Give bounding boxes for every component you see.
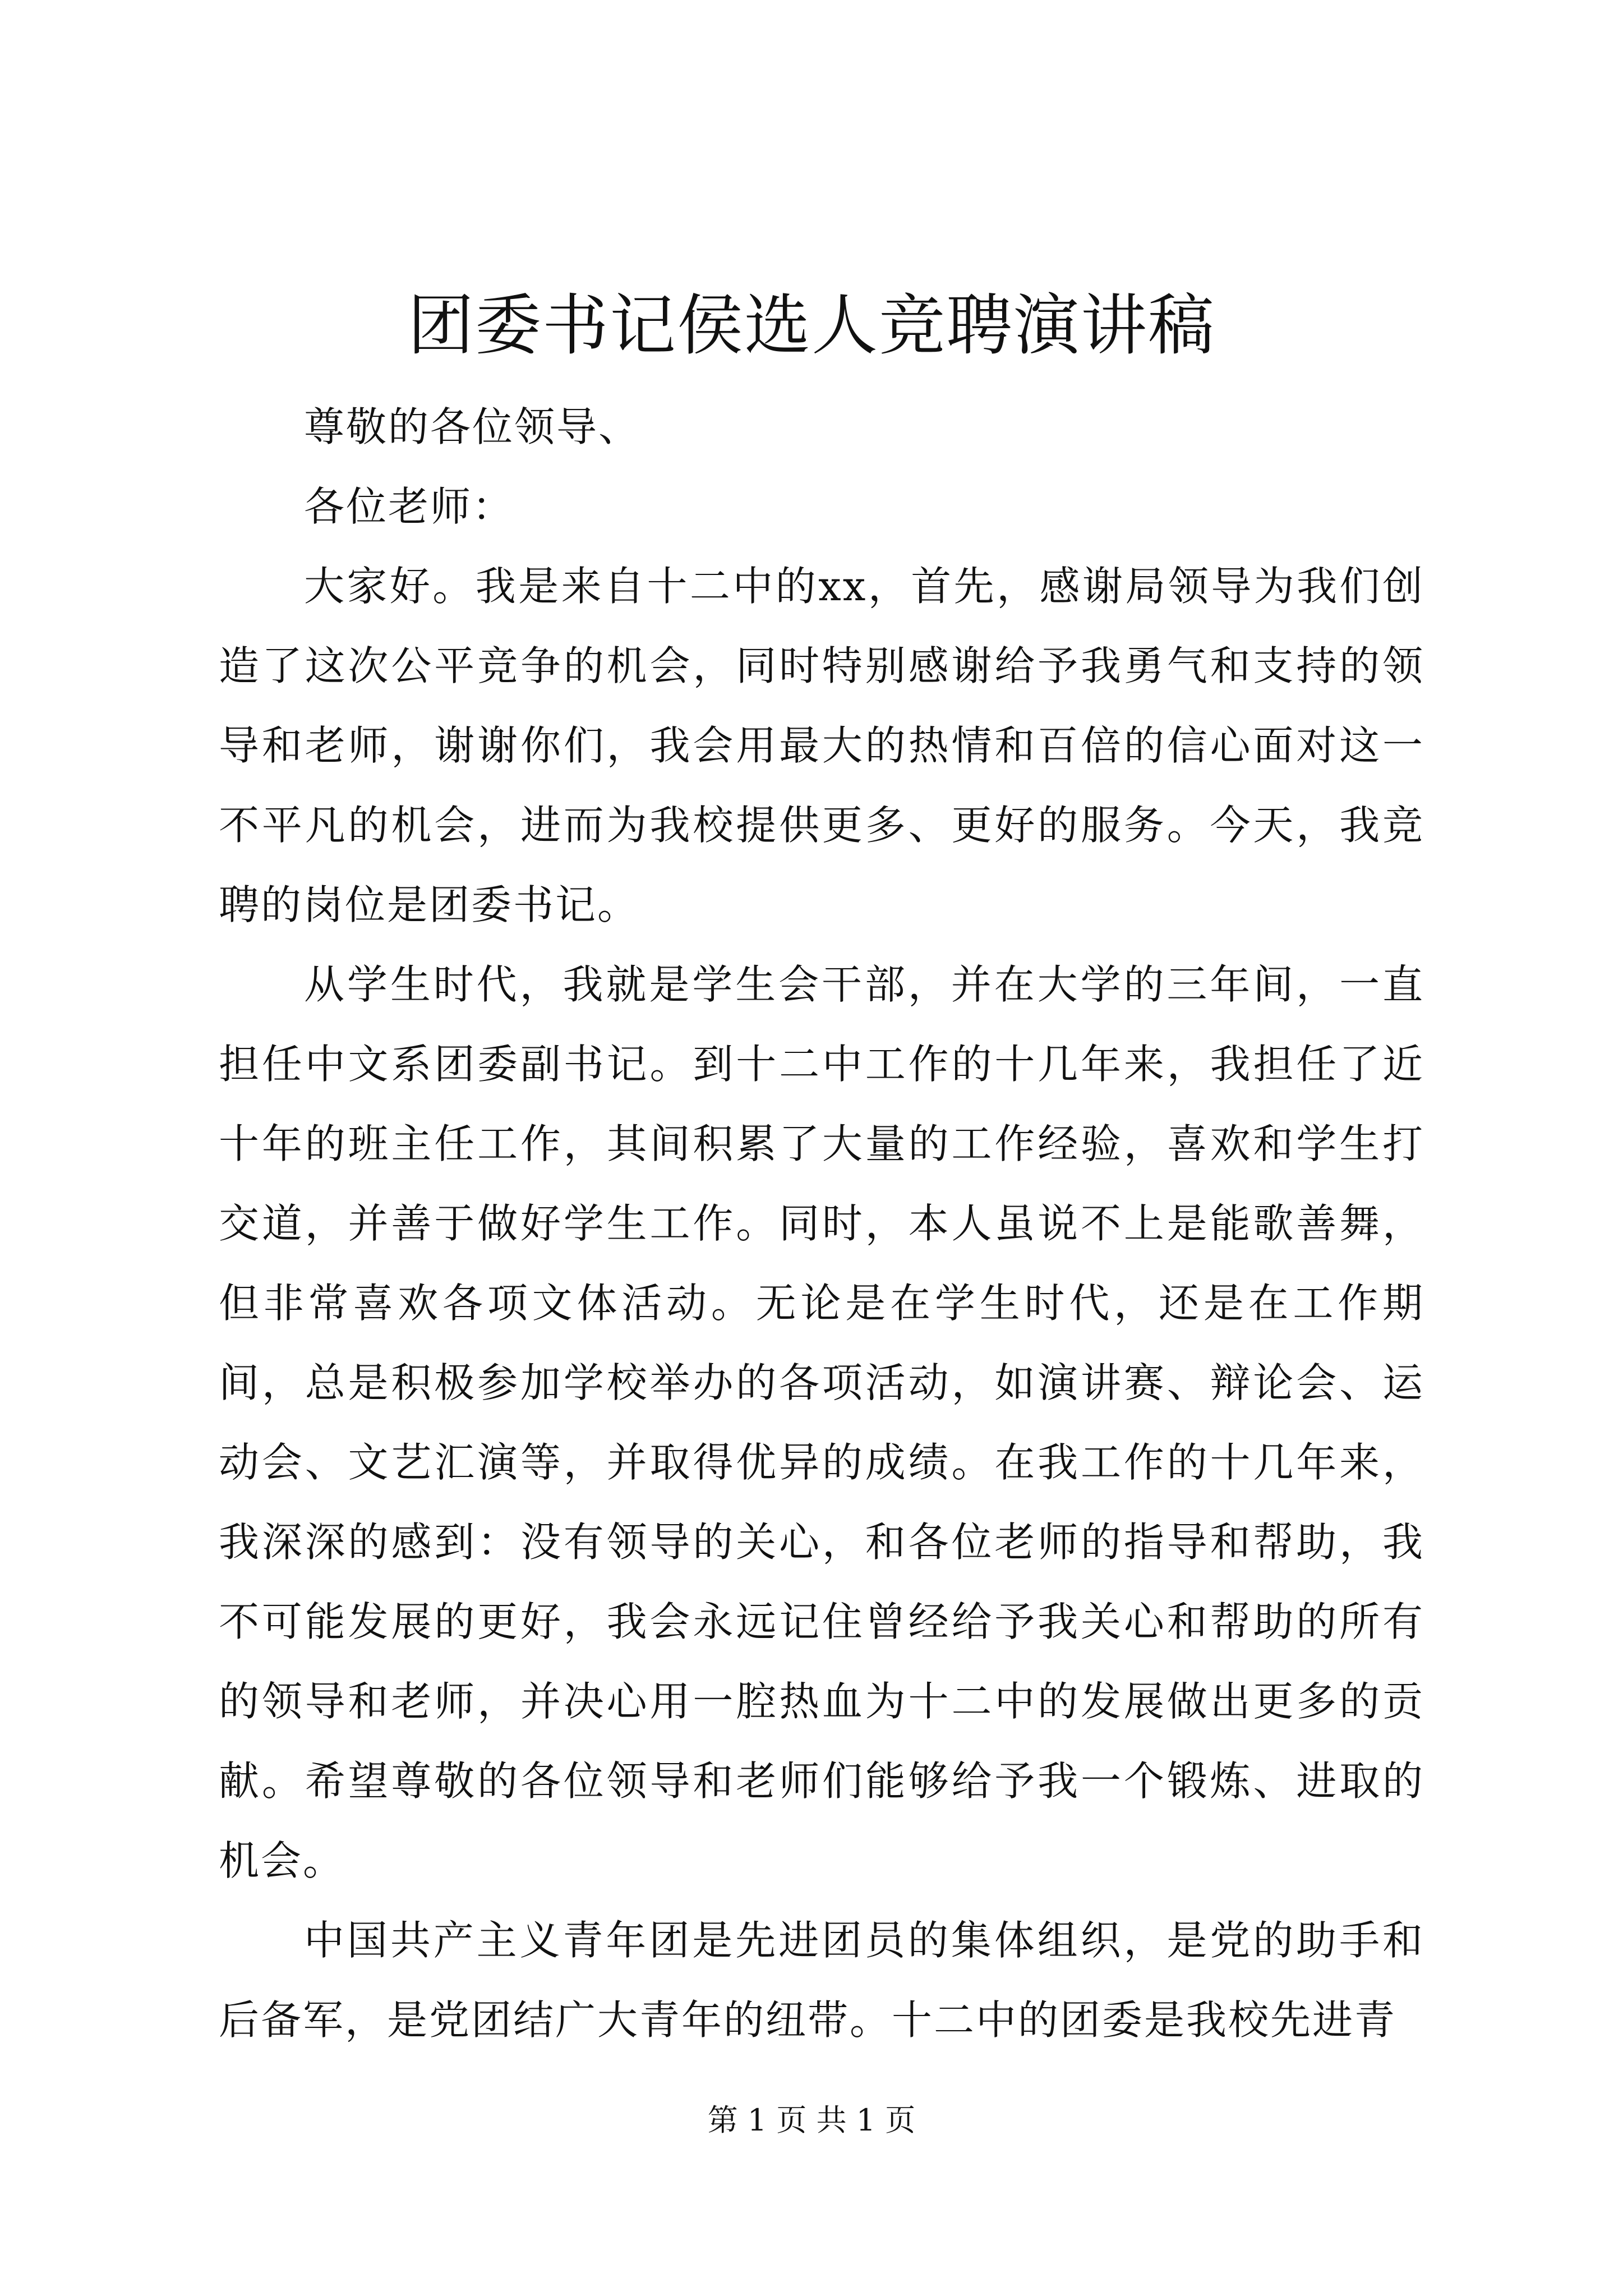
salutation-line-2: 各位老师： xyxy=(304,483,515,530)
salutation-line-1: 尊敬的各位领导、 xyxy=(304,403,641,450)
page-footer: 第 1 页 共 1 页 xyxy=(707,2102,916,2138)
paragraph-2: 从学生时代，我就是学生会干部，并在大学的三年间，一直担任中文系团委副书记。到十二中工作的十几年来，我担任了近十年的班主任工作，其间积累了大量的工作经验，喜欢和学生打交道，并善于做好学生工作。同时，本人虽说不上是能歌善舞，但非常喜欢各项文体活动。无论是在学生时代，还是在工作期间，总是积极参加学校举办的各项活动，如演讲赛、辩论会、运动会、文艺汇演等，并取得优异的成绩。在我工作的十几年来，我深深的感到：没有领导的关心，和各位老师的指导和帮助，我不可能发展的更好，我会永远记住曾经给予我关心和帮助的所有的领导和老师，并决心用一腔热血为十二中的发展做出更多的贡献。希望尊敬的各位领导和老师们能够给予我一个锻炼、进取的机会。 xyxy=(219,961,1424,1884)
document-body xyxy=(219,387,1424,2060)
paragraph-1: 大家好。我是来自十二中的xx，首先，感谢局领导为我们创造了这次公平竞争的机会，同时特别感谢给予我勇气和支持的领导和老师，谢谢你们，我会用最大的热情和百倍的信心面对这一不平凡的机会，进而为我校提供更多、更好的服务。今天，我竞聘的岗位是团委书记。 xyxy=(219,563,1424,928)
paragraph-3: 中国共产主义青年团是先进团员的集体组织，是党的助手和后备军，是党团结广大青年的纽带。十二中的团委是我校先进青 xyxy=(219,1917,1424,2044)
document-title: 团委书记侯选人竞聘演讲稿 xyxy=(407,287,1215,364)
